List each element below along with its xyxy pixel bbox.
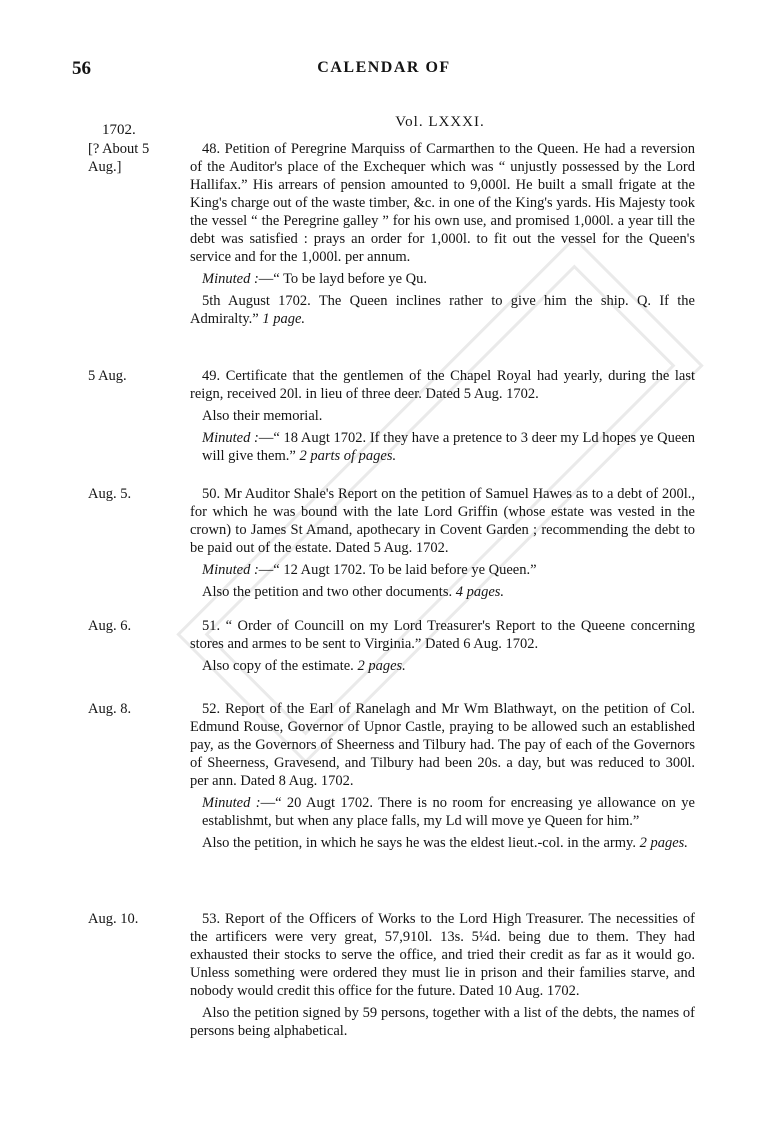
- minuted-label: Minuted :: [202, 430, 259, 446]
- note-text: Also the petition and two other documents.: [202, 584, 453, 600]
- year-label: 1702.: [102, 122, 136, 138]
- entry-note: [190, 657, 695, 675]
- minute-text: —“ 18 Augt 1702. If they have a pretence to 3 deer my Ld hopes ye Queen will give them.”: [202, 430, 696, 464]
- entry-note: Also the petition signed by 59 persons, together with a list of the debts, the names of persons being alphabetical.: [190, 1005, 695, 1039]
- minute-text: —“ 20 Augt 1702. There is no room for encreasing ye allowance on ye establishmt, but when any place falls, my Ld will move ye Queen for him.”: [202, 795, 695, 829]
- entry-date: [? About 5 Aug.]: [88, 141, 150, 175]
- entry-body: [190, 485, 695, 605]
- minuted-label: Minuted :: [202, 562, 259, 578]
- entry-text: 53. Report of the Officers of Works to the Lord High Treasurer. The necessities of the artificers were very great, 57,910l. 13s. 5¼d. being due to them. They had exhausted their stocks to serve the office, and tried their credit as far as it would go. Unless something were ordered they must lie in prison and their families starve, and nobody would credit this office for the future. Dated 10 Aug. 1702.: [190, 911, 695, 999]
- entry-date: Aug. 6.: [88, 618, 132, 634]
- entry-text: 51. “ Order of Councill on my Lord Treasurer's Report to the Queene concerning stores and armes to be sent to Virginia.” Dated 6 Aug. 1702.: [190, 618, 695, 652]
- note-text: Also the petition, in which he says he was the eldest lieut.-col. in the army.: [202, 835, 636, 851]
- minuted-label: Minuted :: [202, 271, 259, 287]
- page-header: [72, 58, 696, 84]
- running-title: CALENDAR OF: [317, 59, 451, 76]
- minute-text: —“ To be layd before ye Qu.: [258, 271, 428, 287]
- entry-date: Aug. 5.: [88, 486, 132, 502]
- volume-heading: Vol. LXXXI.: [395, 114, 485, 130]
- entry-text: [190, 292, 695, 328]
- entry-text: 48. Petition of Peregrine Marquiss of Carmarthen to the Queen. He had a reversion of the Auditor's place of the Exchequer which was “ unjustly possessed by the Lord Hallifax.” His arrears of pension amounted to 9,000l. He built a small frigate at the King's charge out of the waste timber, &c. in one of the King's yards. His Majesty took the vessel “ the Peregrine galley ” for his own use, and promised 1,000l. a year till the debt was satisfied : prays an order for 1,000l. to fit out the vessel for the Queen's service and for the 1,000l. per annum.: [190, 141, 695, 265]
- page-count: 2 pages.: [357, 658, 406, 674]
- page-count: 2 pages.: [639, 835, 688, 851]
- page-number: 56: [72, 58, 91, 79]
- page-count: 1 page.: [262, 311, 306, 327]
- note-text: Also copy of the estimate.: [202, 658, 354, 674]
- entry-note: [190, 583, 695, 601]
- minute-continuation: 5th August 1702. The Queen inclines rather to give him the ship. Q. If the Admiralty.”: [190, 293, 695, 327]
- entry-minute: [190, 794, 695, 830]
- page-count: 2 parts of pages.: [299, 448, 397, 464]
- entry-text: 52. Report of the Earl of Ranelagh and Mr Wm Blathwayt, on the petition of Col. Edmund Rouse, Governor of Upnor Castle, praying to be allowed such an established pay, as the Governors of Sheerness and Tilbury had. The pay of each of the Governors of Sheerness, Gravesend, and Tilbury had been 20s. a day, but was reduced to 300l. per ann. Dated 8 Aug. 1702.: [190, 701, 695, 789]
- entry-body: [190, 140, 695, 332]
- entry-body: [190, 700, 695, 856]
- entry-body: [190, 617, 695, 679]
- entry-note: [190, 834, 695, 852]
- minuted-label: Minuted :: [202, 795, 261, 811]
- page-count: 4 pages.: [455, 584, 505, 600]
- entry-minute: [190, 561, 695, 579]
- entry-text: 50. Mr Auditor Shale's Report on the petition of Samuel Hawes as to a debt of 200l., for which he was bound with the late Lord Griffin (whose estate was vested in the crown) to James St Amand, apothecary in Covent Garden ; recommending the debt to be paid out of the estate. Dated 5 Aug. 1702.: [190, 486, 695, 556]
- entry-note: Also their memorial.: [202, 408, 323, 424]
- entry-minute: [190, 270, 695, 288]
- entry-date: Aug. 8.: [88, 701, 132, 717]
- entry-minute: [190, 429, 695, 465]
- minute-text: —“ 12 Augt 1702. To be laid before ye Queen.”: [258, 562, 537, 578]
- entry-body: [190, 367, 695, 469]
- entry-text: 49. Certificate that the gentlemen of the Chapel Royal had yearly, during the last reign, received 20l. in lieu of three deer. Dated 5 Aug. 1702.: [190, 368, 695, 402]
- entry-body: [190, 910, 695, 1044]
- entry-date: 5 Aug.: [88, 368, 127, 384]
- entry-date: Aug. 10.: [88, 911, 139, 927]
